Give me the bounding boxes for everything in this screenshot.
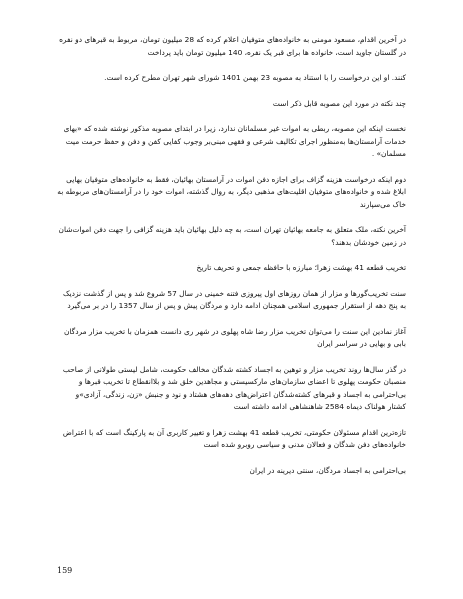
paragraph-symbolic-start: آغاز نمادین این سنت را می‌توان تخریب مزار رضا شاه پهلوی در شهر ری دانست همزمان با تخریب مزار مردگان بابی و بهایی در سراسر ایران: [64, 326, 406, 348]
paragraph-burial-fee: در آخرین اقدام، مسعود مومنی به خانواده‌های متوفیان اعلام کرده که 28 میلیون تومان، مربوط به قبرهای دو نفره در گلستان جاوید است، خانواده ها برای قبر یک نفره، 140 میلیون تومان باید پرداخت: [59, 35, 406, 57]
document-body: [57, 34, 406, 490]
paragraph-second-note: دوم اینکه درخواست هزینه گزاف برای اجازه دفن اموات در آرامستان بهائیان، فقط به خانواده‌های متوفیان بهایی ابلاغ شده و خانواده‌های متوفیان اقلیت‌های مذهبی دیگر، به روال گذشته، اموات خود را در آرامستان‌های مربوطه به خاک می‌سپارند: [57, 174, 406, 209]
paragraph-section-heading: تخریب قطعه 41 بهشت زهرا؛ مبارزه با حافظه جمعی و تحریف تاریخ: [196, 263, 406, 272]
page-number: 159: [57, 566, 73, 575]
paragraph-closing: بی‌احترامی به اجساد مردگان، سنتی دیرینه در ایران: [249, 465, 406, 475]
paragraph-first-note: نخست اینکه این مصوبه، ربطی به اموات غیر مسلمانان ندارد، زیرا در ابتدای مصوبه مذکور نوشته شده که «بهای خدمات آرامستان‌ها به‌منظور اجرای تکالیف شرعی و فقهی مبنی‌بر وجوب کفایی کفن و دفن و حفظ حرمت میت مسلمان» .: [63, 124, 406, 158]
paragraph-last-note: آخرین نکته، ملک متعلق به جامعه بهائیان تهران است، به چه دلیل بهائیان باید هزینه گزافی را جهت دفن اموات‌شان در زمین خودشان بدهند؟: [58, 225, 406, 247]
paragraph-council-resolution: کنند. او این درخواست را با استناد به مصوبه 23 بهمن 1401 شورای شهر تهران مطرح کرده است.: [104, 73, 406, 82]
paragraph-tradition: سنت تخریب‌گورها و مزار از همان روزهای اول پیروزی فتنه خمینی در سال 57 شروع شد و پس از گذشت نزدیک به پنج دهه از استقرار جمهوری اسلامی همچنان ادامه دارد و مردگان پیش و پس از سال 1357 را در بر می‌گیرد: [62, 288, 406, 310]
paragraph-history: در گذر سال‌ها روند تخریب مزار و توهین به اجساد کشته شدگان مخالف حکومت، شامل لیستی طولانی از صاحب منصبان حکومت پهلوی تا اعضای سازمان‌های مارکسیستی و مجاهدین خلق شد و بلاانقطاع تا تخریب قبرها و بی‌احترامی به اجساد و قبرهای کشته‌شدگان اعتراض‌های دهه‌های هشتاد و نود و جنبش «زن، زندگی، آزادی»و کشتار هولناک دیماه 2584 شاهنشاهی ادامه داشته است: [62, 364, 406, 411]
paragraph-notes-intro: چند نکته در مورد این مصوبه قابل ذکر است: [272, 98, 406, 108]
paragraph-latest-action: تازه‌ترین اقدام مسئولان حکومتی، تخریب قطعه 41 بهشت زهرا و تغییر کاربری آن به پارکینگ است که با اعتراض خانواده‌های دفن شدگان و فعالان مدنی و سیاسی روبرو شده است: [62, 427, 406, 449]
